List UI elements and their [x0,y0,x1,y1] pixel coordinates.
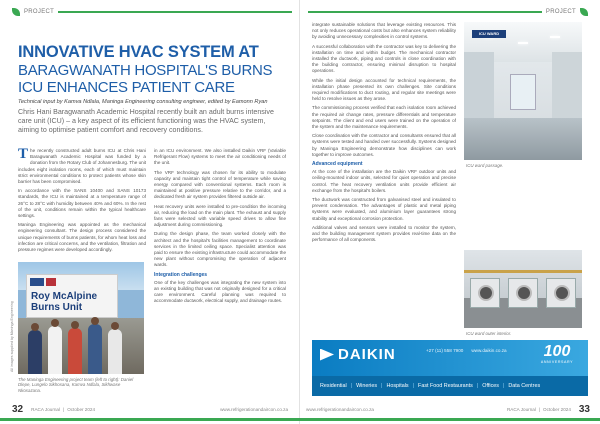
person-figure [108,329,122,374]
fan-icon [554,285,570,301]
magazine-name: RACA Journal [506,406,536,412]
page-number: 32 [12,403,24,415]
sector-item[interactable]: Data Centres [508,383,541,389]
right-footer: www.refrigerationandaircon.co.za RACA Journal | October 2024 33 [306,403,590,415]
team-photo [18,262,144,374]
body-paragraph: The commissioning process verified that each isolation room achieved the required air change rates, pressure differentials and temperature setpoints. The client and end users were trained on the operation of the system and the maintenance requirements. [312,105,456,130]
footer-rule [300,418,600,421]
outdoor-units-photo [464,250,582,328]
ad-contact [426,348,507,353]
fan-icon [478,285,494,301]
ad-website[interactable]: www.daikin.co.za [471,348,507,353]
body-paragraph: One of the key challenges was integrating the new system into an existing building that was not originally designed for a critical care environment. Careful planning was required to accommodate ductwork, electrical supply, and drainage routes. [154,279,286,304]
outdoor-unit [546,278,576,308]
issue-date: October 2024 [67,406,96,412]
body-paragraph: in an ICU environment. We also installed Daikin VRF (Variable Refrigerant Flow) systems to meet the air conditioning needs of the unit. [154,148,286,166]
body-paragraph: While the initial design accounted for technical requirements, the installation phase presented its own challenges. Site conditions required modifications to duct routing, and regular site meetings were held to resolve issues as they arose. [312,77,456,102]
section-tag: PROJECT [545,9,576,15]
body-paragraph: At the core of the installation are the Daikin VRF outdoor units and ceiling-mounted indoor units, selected for quiet operation and precise control. The heat recovery ventilation units provide efficient air exchange from the hospital's boilers. [312,169,456,193]
body-column-3 [312,22,456,334]
signboard [26,274,118,318]
logo-icon [30,278,44,286]
body-paragraph: During the design phase, the team worked closely with the architect and the hospital's facilities management to coordinate services in the limited ceiling space. Specialist attention was paid to ensure the existing infrastructure could accommodate the new plant without compromising the operation of adjacent wards. [154,231,286,268]
body-column-1 [18,148,146,256]
sign-text: Roy McAlpine Burns Unit [31,291,98,313]
issue-date: October 2024 [543,406,571,412]
person-figure [88,324,102,374]
body-paragraph: Additional valves and sensors were installed to monitor the system, and the building management system provides real-time data on the performance of all components. [312,224,456,243]
body-paragraph: Heat recovery units were installed to pre-condition the incoming air, reducing the load on the main plant. The exhaust and supply fans were selected with variable speed drives to allow fine adjustment during commissioning. [154,203,286,228]
outdoor-unit [470,278,500,308]
body-paragraph: The recently constructed adult burns ICU at Chris Hani Baragwanath Academic Hospital was funded by a donation from the Rotary Club of Johannesburg. The unit includes eight isolation rooms, each of which must maintain strict environmental conditions to protect patients whose skin barrier has been compromised. [18,148,146,185]
anniversary-badge: 100 ANNIVERSARY [540,343,574,364]
header-rule [58,11,292,13]
body-paragraph: Maninga Engineering was appointed as the mechanical engineering consultant. The design process considered the unique requirements of burns patients, for whom heat loss and infection are critical concerns, and the ventilation, filtration and pressure regimes were developed accordingly. [18,222,146,253]
leaf-icon [580,8,588,16]
body-paragraph: Close coordination with the contractor and consultants ensured that all systems were tested and handed over successfully. Systems designed by Maninga Engineering demonstrate how disciplines can work together to improve outcomes. [312,133,456,157]
page-number: 33 [578,403,590,415]
outdoor-unit [508,278,538,308]
sector-item[interactable]: Hospitals [386,383,409,389]
body-column-2 [154,148,286,398]
corridor-photo [464,22,582,160]
sector-item[interactable]: Wineries [356,383,378,389]
person-figure [68,328,82,374]
fan-icon [516,285,532,301]
magazine-name: RACA Journal [31,406,60,412]
logo-icon [46,278,56,286]
person-figure [28,330,42,374]
person-figure [48,326,62,374]
body-paragraph: integrate sustainable solutions that leverage existing resources. This not only reduces operational costs but also enhances system reliability by avoiding unnecessary complexities in control systems. [312,22,456,40]
headline-light: BARAGWANATH HOSPITAL'S BURNS ICU ENHANCES PATIENT CARE [18,62,273,96]
photo-caption: ICU ward outer interior. [466,331,512,336]
subheading: Advanced equipment [312,161,363,168]
daikin-triangle-icon [320,349,334,361]
daikin-advert[interactable] [312,340,588,396]
sector-item[interactable]: Fast Food Restaurants [418,383,473,389]
right-header-strip [308,6,588,18]
body-paragraph: The ductwork was constructed from galvanised steel and insulated to prevent condensation. The advantages of plastic and metal piping systems were evaluated, and aluminium layer guarantees strong stability and exceptional corrosion protection. [312,197,456,221]
photo-credit: All images supplied by Maninga Engineering [10,301,14,372]
header-rule [308,11,542,13]
section-tag: PROJECT [24,9,55,15]
leaf-icon [12,8,20,16]
byline: Technical input by Kamva Ndlala, Maninga Engineering consulting engineer, edited by Eamonn Ryan [18,99,268,105]
ward-sign: ICU WARD [472,30,506,38]
subheading: Integration challenges [154,271,208,278]
left-footer: 32 RACA Journal | October 2024 www.refrigerationandaircon.co.za [12,403,288,415]
ad-sectors: Residential | Wineries | Hospitals | Fast Food Restaurants | Offices | Data Centres [312,376,588,396]
sector-item[interactable]: Offices [482,383,499,389]
website-link[interactable]: www.refrigerationandaircon.co.za [306,406,374,412]
photo-caption: ICU ward passage. [466,163,504,168]
photo-caption: The Maninga Engineering project team (left to right): Daniel Dlepe, Lungelo Sikhosana, Kamva Ndlala, Sikhwase Nkosazana. [18,377,134,393]
website-link[interactable]: www.refrigerationandaircon.co.za [220,406,288,412]
body-paragraph: A successful collaboration with the contractor was key to delivering the installation on time and within budget. The mechanical contractor installed the ductwork, piping and controls in close coordination with the building contractor, ensuring minimal disruption to hospital operations. [312,43,456,74]
drop-cap: T [18,148,29,162]
body-paragraph: The VRF technology was chosen for its ability to modulate capacity and maintain tight control of temperature while saving energy compared with conventional systems. Each room is maintained at positive pressure relative to the corridor, and a dedicated fresh air system provides filtered outside air. [154,169,286,200]
lead-paragraph: Chris Hani Baragwanath Academic Hospital recently built an adult burns intensive care unit (ICU) – a key aspect of its efficient functioning was the HVAC system, aiming to optimise patient comfort and recovery conditions. [18,108,274,134]
sector-item[interactable]: Residential [320,383,347,389]
ad-phone[interactable]: +27 (11) 558 7900 [426,348,464,353]
footer-rule [0,418,300,421]
left-header-strip [12,6,292,18]
daikin-logo: DAIKIN [320,346,396,363]
headline-bold: INNOVATIVE HVAC SYSTEM AT [18,43,259,61]
body-paragraph: In accordance with the SANS 10400 and SANS 10173 standards, the ICU is maintained at a temperature range of 26°C to 28°C with humidity between 40% and 60%. In the rest of the unit, conditions remain within the typical healthcare settings. [18,188,146,219]
